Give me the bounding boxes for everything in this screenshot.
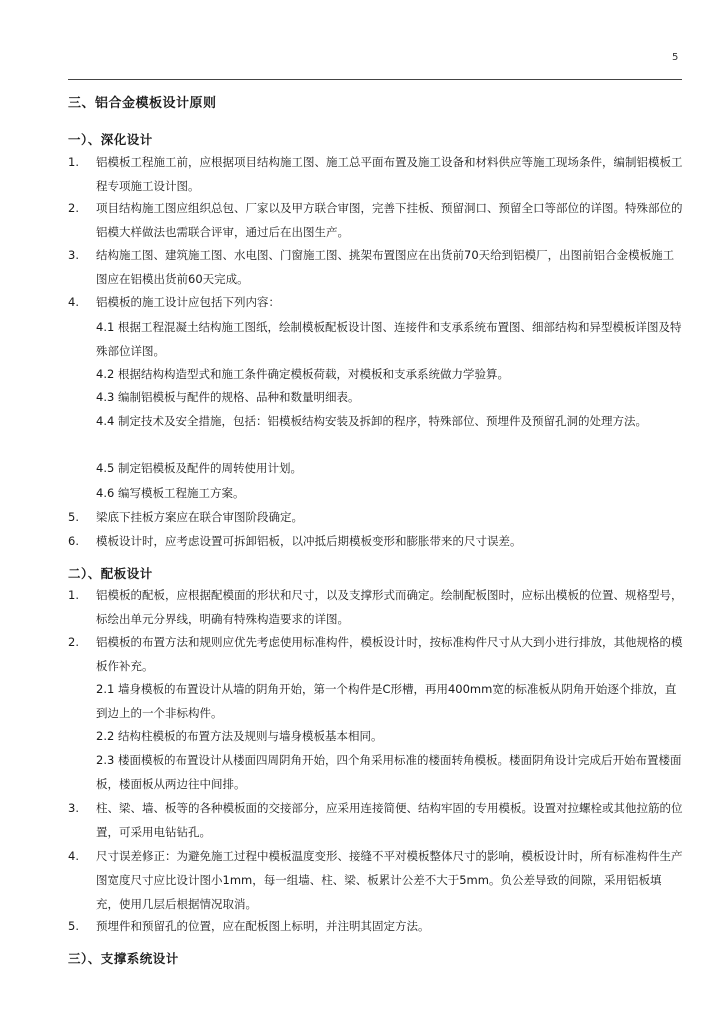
- sub-item: 2.1 墙身模板的布置设计从墙的阴角开始，第一个构件是C形槽，再用400mm宽的标准板从阴角开始逐个排放，直到边上的一个非标构件。: [96, 682, 677, 720]
- item-number: 5.: [68, 919, 79, 933]
- item-number: 1.: [68, 155, 79, 169]
- item-number: 2.: [68, 201, 79, 215]
- item-number: 2.: [68, 635, 79, 649]
- item-text: 项目结构施工图应组织总包、厂家以及甲方联合审图，完善下挂板、预留洞口、预留全口等部位的详图。特殊部位的铝模大样做法也需联合评审，通过后在出图生产。: [96, 201, 683, 239]
- list-item: [68, 844, 684, 916]
- subsection-title-2: 二）、配板设计: [68, 566, 153, 581]
- sub-item: 4.5 制定铝模板及配件的周转使用计划。: [96, 461, 302, 475]
- item-text: 柱、梁、墙、板等的各种模板面的交接部分，应采用连接简便、结构牢固的专用模板。设置对拉螺栓或其他拉筋的位置，可采用电钻钻孔。: [96, 801, 683, 839]
- item-number: 4.: [68, 295, 79, 309]
- list-item: [68, 914, 684, 938]
- item-number: 3.: [68, 801, 79, 815]
- list-item: [68, 196, 684, 244]
- item-number: 3.: [68, 248, 79, 262]
- header-rule: [68, 79, 682, 80]
- subsection-title-1: 一）、深化设计: [68, 132, 153, 147]
- item-text: 铝模板的配板，应根据配模面的形状和尺寸，以及支撑形式而确定。绘制配板图时，应标出模板的位置、规格型号，标绘出单元分界线，明确有特殊构造要求的详图。: [96, 588, 683, 626]
- list-item: [68, 583, 684, 631]
- page-number: 5: [672, 52, 679, 63]
- sub-item: 2.3 楼面模板的布置设计从楼面四周阴角开始，四个角采用标准的楼面转角模板。楼面阴角设计完成后开始布置楼面板，楼面板从两边往中间排。: [96, 753, 682, 791]
- sub-item: 4.3 编制铝模板与配件的规格、品种和数量明细表。: [96, 390, 360, 404]
- item-text: 梁底下挂板方案应在联合审图阶段确定。: [96, 510, 303, 524]
- sub-item: 4.4 制定技术及安全措施，包括：铝模板结构安装及拆卸的程序，特殊部位、预埋件及预留孔洞的处理方法。: [96, 414, 647, 428]
- sub-item: 4.6 编写模板工程施工方案。: [96, 486, 245, 500]
- subsection-title-3: 三）、支撑系统设计: [68, 951, 179, 966]
- item-text: 铝模板的布置方法和规则应优先考虑使用标准构件，模板设计时，按标准构件尺寸从大到小进行排放，其他规格的模板作补充。: [96, 635, 683, 673]
- sub-item: 4.1 根据工程混凝土结构施工图纸，绘制模板配板设计图、连接件和支承系统布置图、细部结构和异型模板详图及特殊部位详图。: [96, 320, 682, 358]
- list-item: [68, 529, 684, 553]
- list-item: [68, 243, 684, 291]
- item-number: 5.: [68, 510, 79, 524]
- sub-item: 2.2 结构柱模板的布置方法及规则与墙身模板基本相同。: [96, 729, 383, 743]
- list-item: [68, 150, 684, 198]
- item-text: 铝模板工程施工前，应根据项目结构施工图、施工总平面布置及施工设备和材料供应等施工现场条件，编制铝模板工程专项施工设计图。: [96, 155, 683, 193]
- list-item: [68, 290, 684, 314]
- section-title: 三、铝合金模板设计原则: [68, 96, 217, 111]
- list-item: [68, 796, 684, 844]
- list-item: [68, 505, 684, 529]
- item-text: 结构施工图、建筑施工图、水电图、门窗施工图、挑架布置图应在出货前70天给到铝模厂，出图前铝合金模板施工图应在铝模出货前60天完成。: [96, 248, 675, 286]
- item-number: 1.: [68, 588, 79, 602]
- item-text: 模板设计时，应考虑设置可拆卸铝板，以冲抵后期模板变形和膨胀带来的尺寸误差。: [96, 534, 522, 548]
- item-number: 4.: [68, 849, 79, 863]
- list-item: [68, 630, 684, 678]
- item-text: 预埋件和预留孔的位置，应在配板图上标明，并注明其固定方法。: [96, 919, 430, 933]
- item-text: 铝模板的施工设计应包括下列内容：: [96, 295, 280, 309]
- sub-item: 4.2 根据结构构造型式和施工条件确定模板荷载，对模板和支承系统做力学验算。: [96, 367, 509, 381]
- item-text: 尺寸误差修正：为避免施工过程中模板温度变形、接缝不平对模板整体尺寸的影响，模板设计时，所有标准构件生产图宽度尺寸应比设计图小1mm，每一组墙、柱、梁、板累计公差不大于5mm。负公差导致的间隙，采用铝板填充，使用几层后根据情况取消。: [96, 849, 683, 911]
- item-number: 6.: [68, 534, 79, 548]
